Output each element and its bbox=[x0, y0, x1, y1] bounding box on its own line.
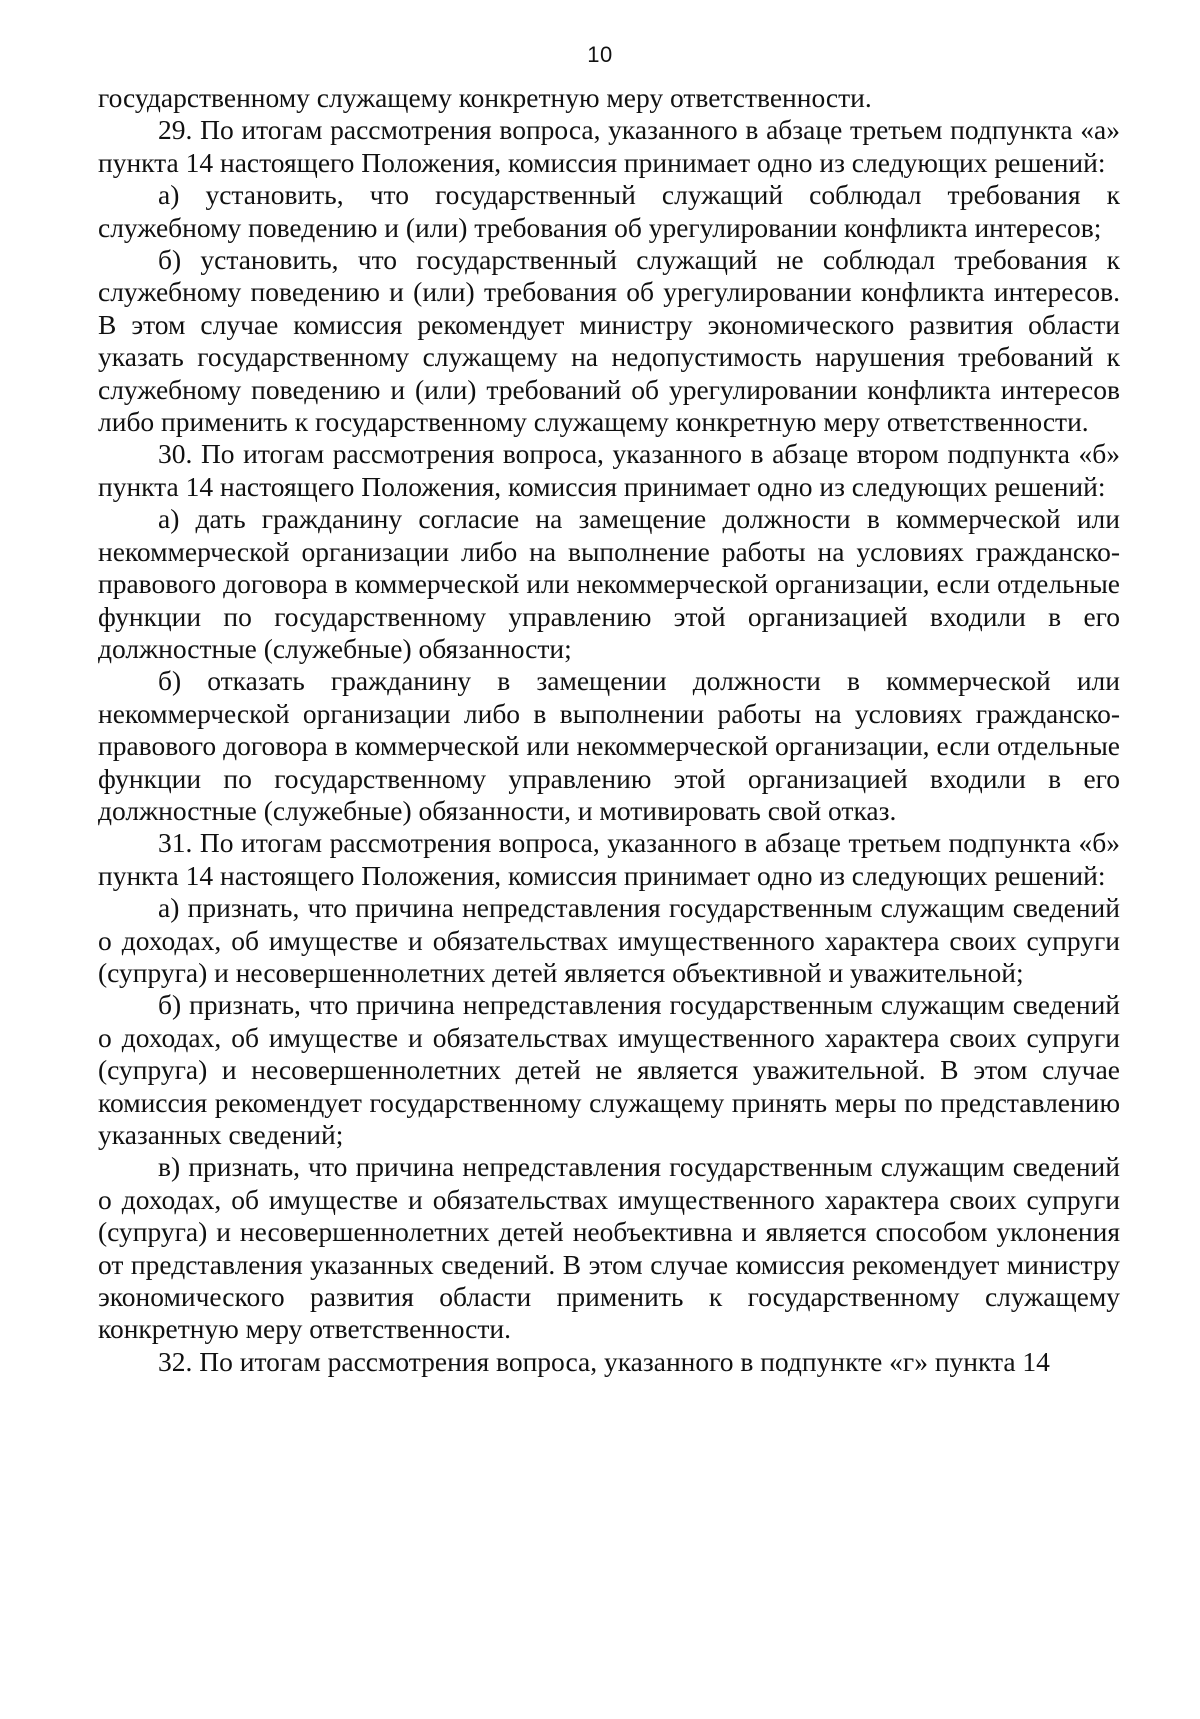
paragraph-31-v: в) признать, что причина непредставления государственным служащим сведений о доходах, об имуществе и обязательствах имущественного характера своих супруги (супруга) и несовершеннолетних детей необъективна и является способом уклонения от представления указанных сведений. В этом случае комиссия рекомендует министру экономического развития области применить к государственному служащему конкретную меру ответственности. bbox=[98, 1151, 1120, 1345]
paragraph-30-a: а) дать гражданину согласие на замещение должности в коммерческой или некоммерческой организации либо на выполнение работы на условиях гражданско-правового договора в коммерческой или некоммерческой организации, если отдельные функции по государственному управлению этой организацией входили в его должностные (служебные) обязанности; bbox=[98, 503, 1120, 664]
paragraph-30: 30. По итогам рассмотрения вопроса, указанного в абзаце втором подпункта «б» пункта 14 настоящего Положения, комиссия принимает одно из следующих решений: bbox=[98, 438, 1120, 502]
paragraph-32: 32. По итогам рассмотрения вопроса, указанного в подпункте «г» пункта 14 bbox=[158, 1345, 1050, 1377]
paragraph-31: 31. По итогам рассмотрения вопроса, указанного в абзаце третьем подпункта «б» пункта 14 настоящего Положения, комиссия принимает одно из следующих решений: bbox=[98, 827, 1120, 891]
paragraph-31-b: б) признать, что причина непредставления государственным служащим сведений о доходах, об имуществе и обязательствах имущественного характера своих супруги (супруга) и несовершеннолетних детей не является уважительной. В этом случае комиссия рекомендует государственному служащему принять меры по представлению указанных сведений; bbox=[98, 989, 1120, 1150]
paragraph-continuation: государственному служащему конкретную меру ответственности. bbox=[98, 82, 872, 113]
paragraph-31-a: а) признать, что причина непредставления государственным служащим сведений о доходах, об имуществе и обязательствах имущественного характера своих супруги (супруга) и несовершеннолетних детей является объективной и уважительной; bbox=[98, 892, 1120, 988]
page-number: 10 bbox=[587, 42, 613, 67]
document-body bbox=[98, 82, 1120, 1378]
paragraph-29: 29. По итогам рассмотрения вопроса, указанного в абзаце третьем подпункта «а» пункта 14 настоящего Положения, комиссия принимает одно из следующих решений: bbox=[98, 114, 1120, 178]
paragraph-29-a: а) установить, что государственный служащий соблюдал требования к служебному поведению и (или) требования об урегулировании конфликта интересов; bbox=[98, 179, 1120, 243]
paragraph-29-b: б) установить, что государственный служащий не соблюдал требования к служебному поведению и (или) требования об урегулировании конфликта интересов. В этом случае комиссия рекомендует министру экономического развития области указать государственному служащему на недопустимость нарушения требований к служебному поведению и (или) требований об урегулировании конфликта интересов либо применить к государственному служащему конкретную меру ответственности. bbox=[98, 244, 1120, 438]
paragraph-30-b: б) отказать гражданину в замещении должности в коммерческой или некоммерческой организации либо в выполнении работы на условиях гражданско-правового договора в коммерческой или некоммерческой организации, если отдельные функции по государственному управлению этой организацией входили в его должностные (служебные) обязанности, и мотивировать свой отказ. bbox=[98, 665, 1120, 826]
